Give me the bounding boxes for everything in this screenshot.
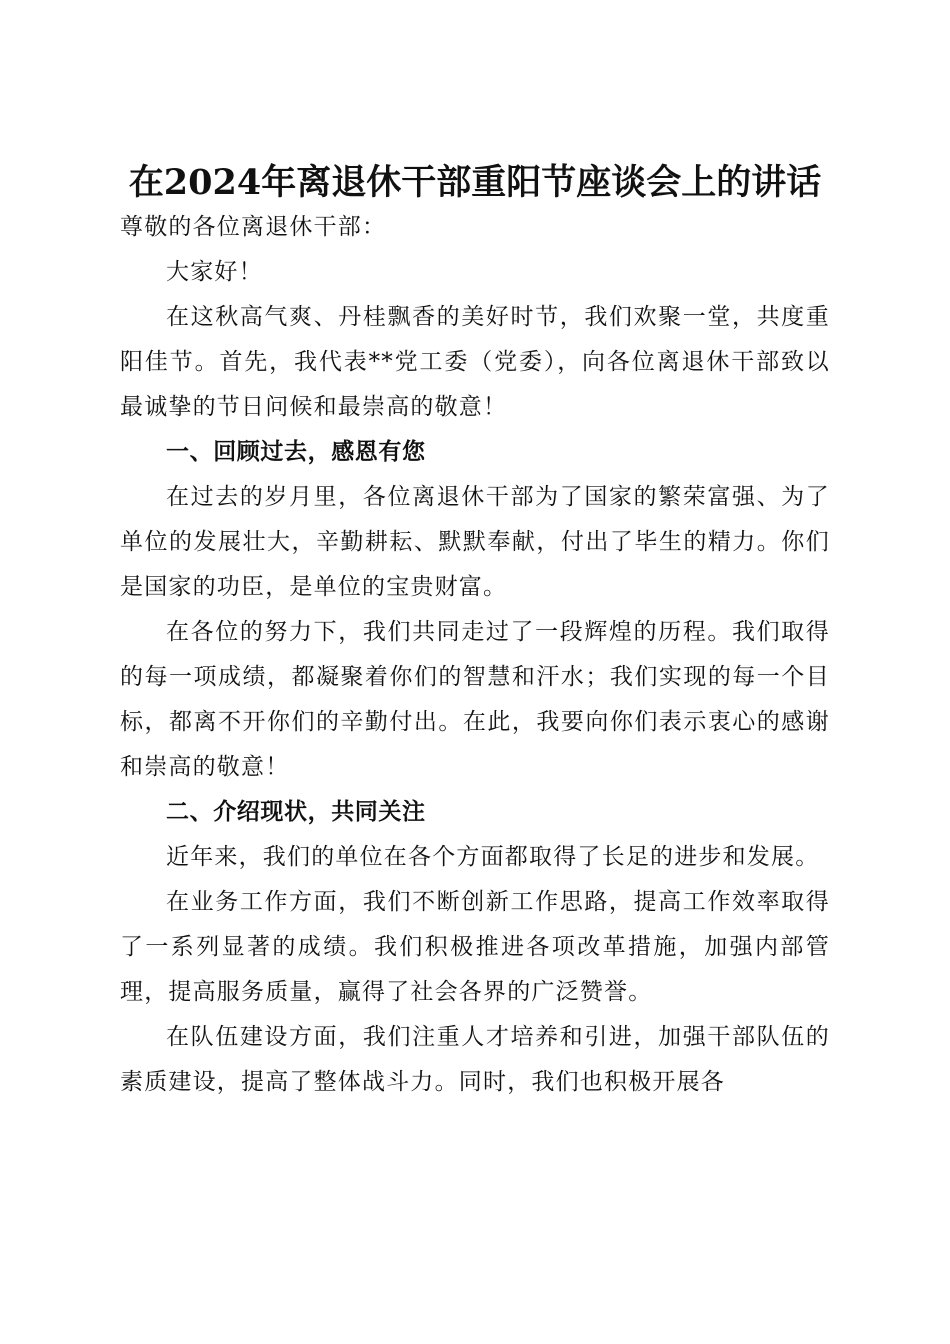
body-paragraph: 在业务工作方面，我们不断创新工作思路，提高工作效率取得了一系列显著的成绩。我们积极推进各项改革措施，加强内部管理，提高服务质量，赢得了社会各界的广泛赞誉。: [120, 889, 830, 1005]
greeting: 大家好！: [166, 259, 263, 285]
intro-paragraph: 在这秋高气爽、丹桂飘香的美好时节，我们欢聚一堂，共度重阳佳节。首先，我代表**党工委（党委），向各位离退休干部致以最诚挚的节日问候和最崇高的敬意！: [120, 304, 830, 420]
document-body: [120, 205, 830, 1105]
section-heading-2: 二、介绍现状，共同关注: [166, 799, 426, 825]
body-paragraph: 在各位的努力下，我们共同走过了一段辉煌的历程。我们取得的每一项成绩，都凝聚着你们的智慧和汗水；我们实现的每一个目标，都离不开你们的辛勤付出。在此，我要向你们表示衷心的感谢和崇高的敬意！: [120, 619, 830, 780]
section-heading-1: 一、回顾过去，感恩有您: [166, 439, 426, 465]
body-paragraph: 在队伍建设方面，我们注重人才培养和引进，加强干部队伍的素质建设，提高了整体战斗力。同时，我们也积极开展各: [120, 1024, 830, 1095]
salutation: 尊敬的各位离退休干部：: [120, 214, 387, 240]
body-paragraph: 近年来，我们的单位在各个方面都取得了长足的进步和发展。: [166, 844, 820, 870]
body-paragraph: 在过去的岁月里，各位离退休干部为了国家的繁荣富强、为了单位的发展壮大，辛勤耕耘、默默奉献，付出了毕生的精力。你们是国家的功臣，是单位的宝贵财富。: [120, 484, 830, 600]
document-title: 在2024年离退休干部重阳节座谈会上的讲话: [128, 162, 822, 204]
